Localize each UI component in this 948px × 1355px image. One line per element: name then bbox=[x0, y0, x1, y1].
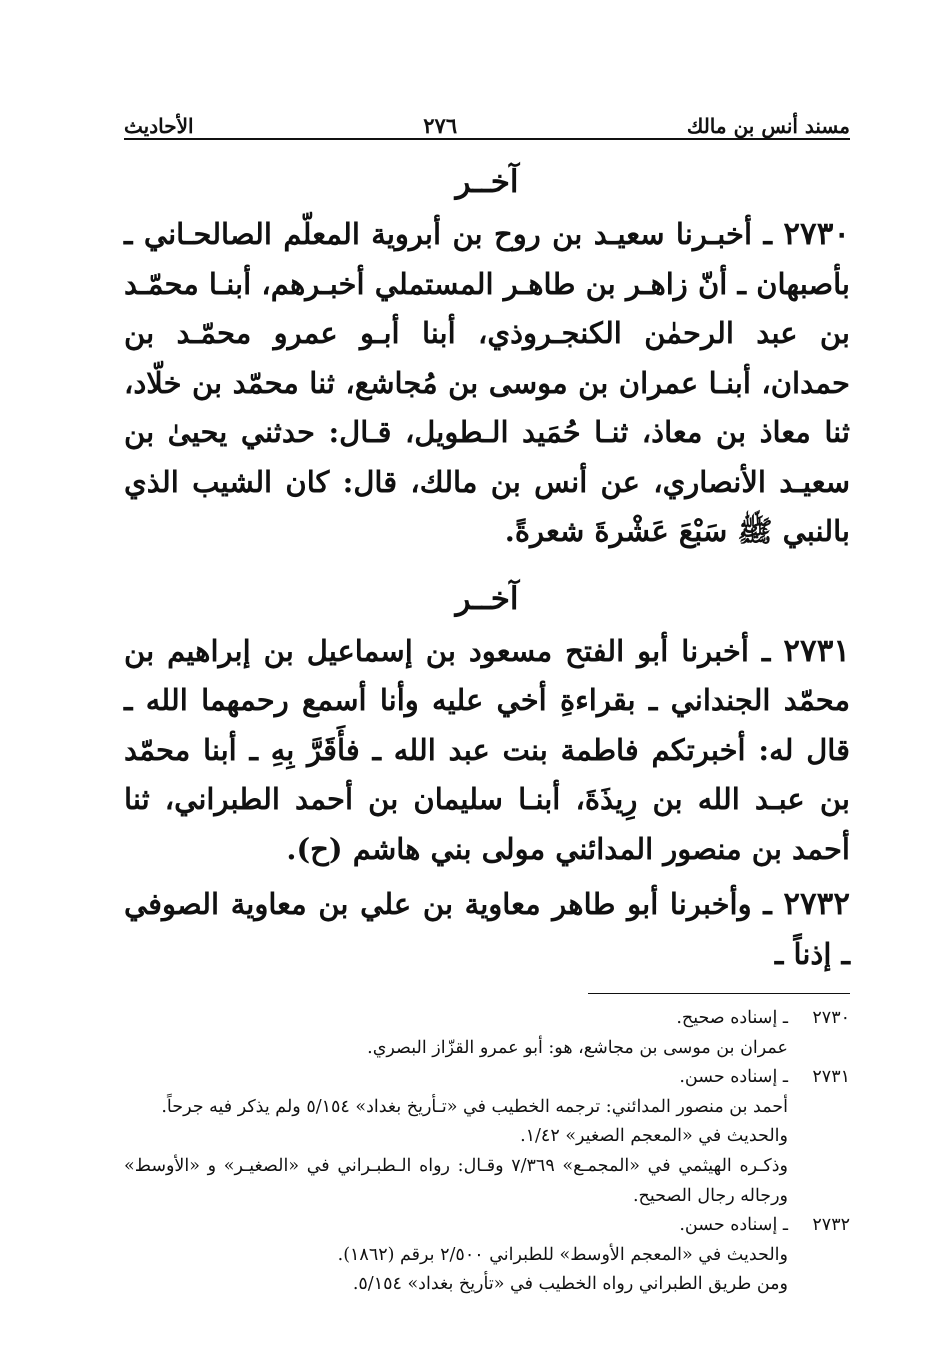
footnote-head: ـ إسناده حسن. bbox=[679, 1067, 788, 1088]
section-2731 bbox=[124, 577, 850, 875]
footnote-2731 bbox=[124, 1063, 850, 1093]
header-book-title: مسند أنس بن مالك bbox=[686, 114, 850, 138]
footnote-number: ٢٧٣٢ bbox=[812, 1215, 850, 1236]
footnote-line: وذكـره الهيثمي في «المجمـع» ٧/٣٦٩ وقـال: رواه الـطبـراني في «الصغيـر» و «الأوسط» ورجاله رجال الصحيح. bbox=[124, 1155, 788, 1206]
book-page bbox=[124, 100, 850, 1300]
page-number: ٢٧٦ bbox=[423, 113, 458, 138]
footnote-line: والحديث في «المعجم الأوسط» للطبراني ٢/٥٠٠ برقم (١٨٦٢). bbox=[337, 1244, 788, 1265]
footnote-separator bbox=[588, 993, 850, 994]
hadith-body: ـ وأخبرنا أبو طاهر معاوية بن علي بن معاوية الصوفي ـ إذناً ـ bbox=[124, 887, 850, 971]
footnote-number: ٢٧٣٠ bbox=[812, 1008, 850, 1028]
footnote-number: ٢٧٣١ bbox=[812, 1067, 850, 1088]
hadith-text bbox=[124, 210, 850, 557]
hadith-2732-start bbox=[124, 880, 850, 979]
section-title: آخــر bbox=[455, 164, 519, 200]
hadith-number: ٢٧٣٢ bbox=[783, 886, 850, 922]
section-title: آخــر bbox=[455, 580, 519, 617]
footnote-line: ومن طريق الطبراني رواه الخطيب في «تأريخ بغداد» ٥/١٥٤. bbox=[352, 1274, 788, 1295]
hadith-text bbox=[124, 627, 850, 875]
section-2730 bbox=[124, 160, 850, 557]
running-header bbox=[124, 100, 850, 140]
hadith-number: ٢٧٣١ bbox=[783, 632, 850, 669]
footnote-2730 bbox=[124, 1004, 850, 1034]
footnote-head: ـ إسناده صحيح. bbox=[676, 1008, 788, 1028]
header-section-title: الأحاديث bbox=[124, 114, 194, 138]
footnote-head: ـ إسناده حسن. bbox=[679, 1215, 788, 1236]
footnote-2732 bbox=[124, 1211, 850, 1241]
footnote-line: أحمد بن منصور المدائني: ترجمه الخطيب في «تـأريخ بغداد» ٥/١٥٤ ولم يذكر فيه جرحاً. bbox=[161, 1096, 788, 1117]
hadith-body: ـ أخبـرنا سعيـد بن روح بن أبروية المعلّم الصالحـاني ـ بأصبهان ـ أنّ زاهـر بن طاهـر المستملي أخبـرهم، أبنـا محمّـد بن عبد الرحمٰن الكنجـروذي، أبنا أبـو عمرو محمّـد بن حمدان، أبنـا عمران بن موسى بن مُجاشع، ثنا محمّد بن خلّاد، ثنا معاذ بن معاذ، ثنـا حُمَيد الـطويل، قـال: حدثني يحيىٰ بن سعيـد الأنصاري، عن أنس بن مالك، قال: كان الشيب الذي بالنبي ﷺ سَبْعَ عَشْرةَ شعرةً. bbox=[124, 217, 850, 548]
hadith-body: ـ أخبرنا أبو الفتح مسعود بن إسماعيل بن إبراهيم بن محمّد الجنداني ـ بقراءةِ أخي عليه وأنا أسمع رحمهما الله ـ قال له: أخبرتكم فاطمة بنت عبد الله ـ فأَقَرَّ بِهِ ـ أبنا محمّد بن عبـد الله بن رِيذَةَ، أبنـا سليمان بن أحمد الطبراني، ثنا أحمد بن منصور المدائني مولى بني هاشم (ح). bbox=[124, 633, 850, 866]
footnote-line: والحديث في «المعجم الصغير» ١/٤٢. bbox=[520, 1126, 788, 1147]
hadith-number: ٢٧٣٠ bbox=[783, 216, 850, 252]
footnote-line: عمران بن موسى بن مجاشع، هو: أبو عمرو القزّاز البصري. bbox=[367, 1037, 788, 1058]
footnotes bbox=[124, 1004, 850, 1300]
